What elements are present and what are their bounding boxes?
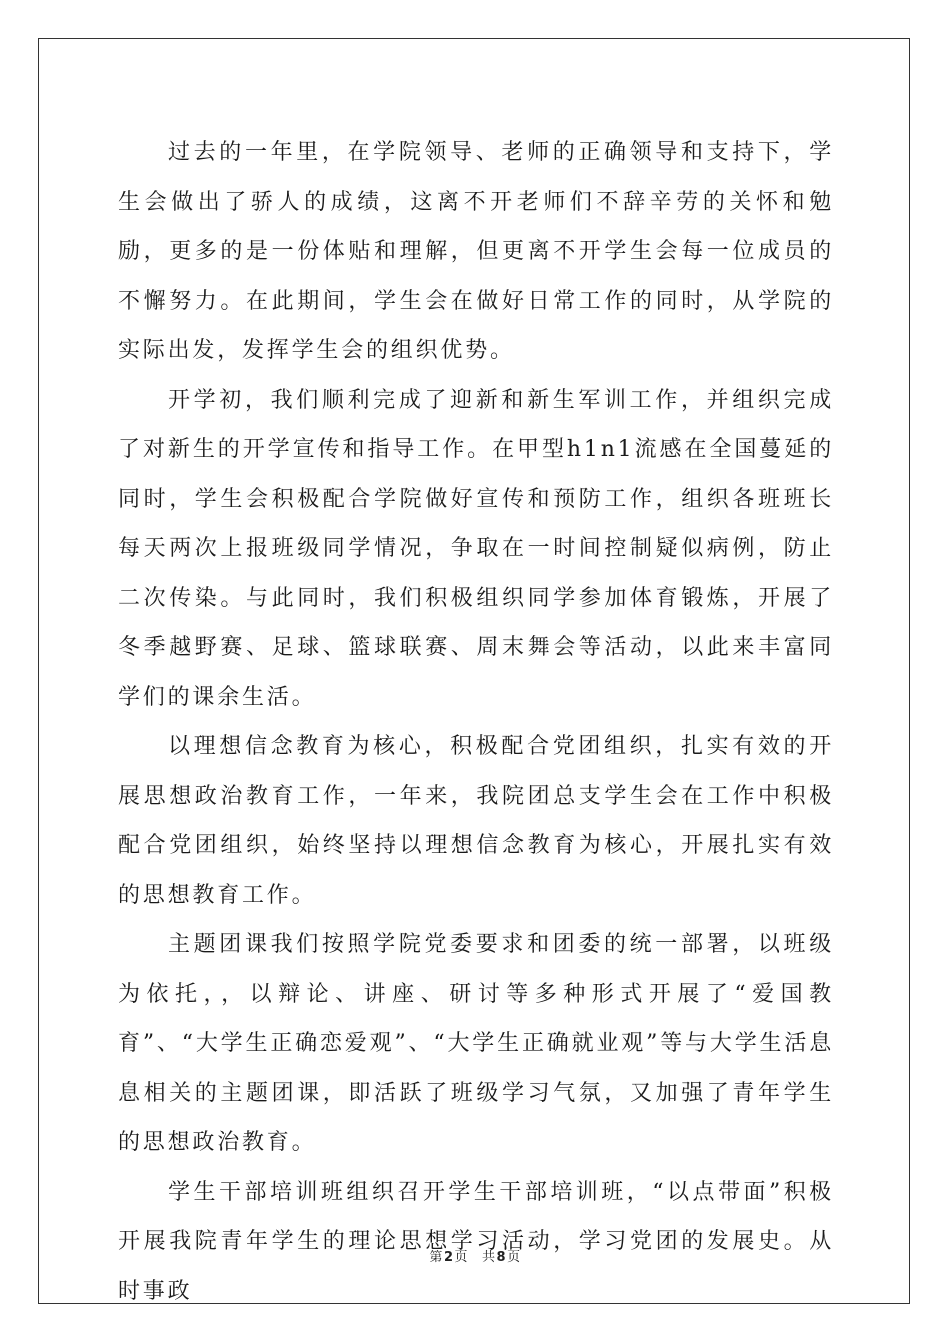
total-pages-suffix: 页 (507, 1250, 521, 1265)
page-number-prefix: 第 (429, 1250, 443, 1265)
page-number-suffix: 页 (454, 1250, 468, 1265)
paragraph-5: 学生干部培训班组织召开学生干部培训班，“以点带面”积极开展我院青年学生的理论思想学习活动，学习党团的发展史。从时事政 (118, 1179, 834, 1304)
page-footer (0, 1246, 950, 1265)
total-pages-prefix: 共 (482, 1250, 496, 1265)
paragraph-2: 开学初，我们顺利完成了迎新和新生军训工作，并组织完成了对新生的开学宣传和指导工作。在甲型h1n1流感在全国蔓延的同时，学生会积极配合学院做好宣传和预防工作，组织各班班长每天两次上报班级同学情况，争取在一时间控制疑似病例，防止二次传染。与此同时，我们积极组织同学参加体育锻炼，开展了冬季越野赛、足球、篮球联赛、周末舞会等活动，以此来丰富同学们的课余生活。 (118, 387, 834, 710)
paragraph-3: 以理想信念教育为核心，积极配合党团组织，扎实有效的开展思想政治教育工作，一年来，我院团总支学生会在工作中积极配合党团组织，始终坚持以理想信念教育为核心，开展扎实有效的思想教育工作。 (118, 734, 834, 908)
paragraph-1: 过去的一年里，在学院领导、老师的正确领导和支持下，学生会做出了骄人的成绩，这离不开老师们不辞辛劳的关怀和勉励，更多的是一份体贴和理解，但更离不开学生会每一位成员的不懈努力。在此期间，学生会在做好日常工作的同时，从学院的实际出发，发挥学生会的组织优势。 (118, 140, 834, 363)
current-page-number: 2 (443, 1250, 454, 1265)
paragraph-4: 主题团课我们按照学院党委要求和团委的统一部署，以班级为依托，，以辩论、讲座、研讨等多种形式开展了“爱国教育”、“大学生正确恋爱观”、“大学生正确就业观”等与大学生活息息相关的主题团课，即活跃了班级学习气氛，又加强了青年学生的思想政治教育。 (118, 932, 834, 1155)
document-body (118, 128, 834, 1316)
total-pages-number: 8 (496, 1250, 507, 1265)
